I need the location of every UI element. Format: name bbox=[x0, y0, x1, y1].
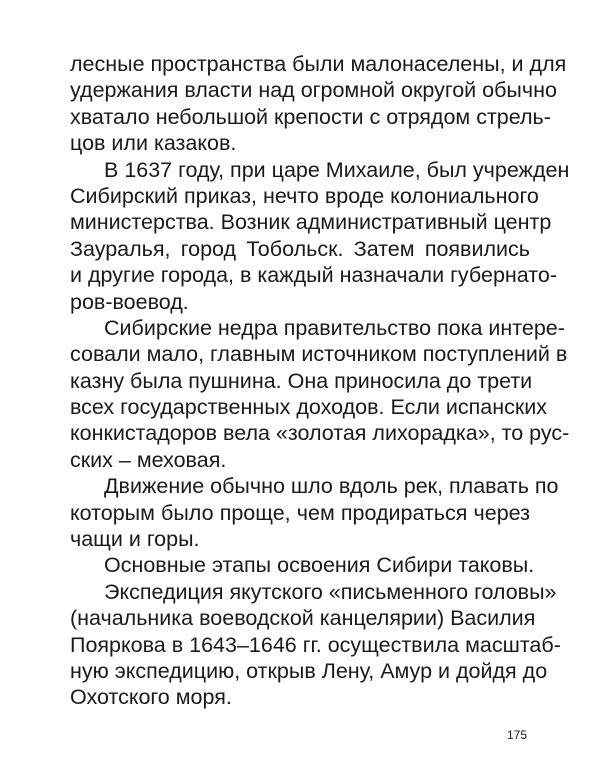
paragraph-3 bbox=[70, 315, 570, 473]
body-text bbox=[70, 51, 570, 711]
paragraph-4 bbox=[70, 473, 559, 552]
text-line: удержания власти над огромной округой обычно bbox=[70, 78, 557, 103]
text-line: ную экспедицию, открыв Лену, Амур и дойдя до bbox=[70, 658, 548, 683]
text-line: цов или казаков. bbox=[70, 131, 237, 156]
text-line: Основные этапы освоения Сибири таковы. bbox=[104, 553, 535, 578]
text-line: казну была пушнина. Она приносила до трети bbox=[70, 368, 533, 393]
paragraph-5 bbox=[70, 552, 535, 578]
text-line: Охотского моря. bbox=[70, 685, 232, 710]
text-line: лесные пространства были малонаселены, и для bbox=[70, 52, 567, 76]
text-line: всех государственных доходов. Если испанских bbox=[70, 395, 548, 420]
text-line: которым было проще, чем продираться через bbox=[70, 500, 530, 525]
text-line: В 1637 году, при царе Михаиле, был учрежден bbox=[104, 157, 570, 182]
text-line: министерства. Возник административный центр bbox=[70, 210, 552, 235]
page-number: 175 bbox=[506, 728, 527, 742]
text-line: Сибирский приказ, нечто вроде колониального bbox=[70, 183, 539, 208]
text-line: Экспедиция якутского «письменного головы» bbox=[104, 579, 557, 604]
text-line: Движение обычно шло вдоль рек, плавать по bbox=[104, 474, 559, 499]
paragraph-6 bbox=[70, 579, 561, 711]
text-line: (начальника воеводской канцелярии) Василия bbox=[70, 606, 536, 631]
text-line: хватало небольшой крепости с отрядом стрель- bbox=[70, 104, 551, 129]
text-line: конкистадоров вела «золотая лихорадка», то рус- bbox=[70, 421, 570, 446]
text-line: ров-воевод. bbox=[70, 289, 189, 314]
paragraph-2 bbox=[70, 157, 570, 315]
text-line: совали мало, главным источником поступлений в bbox=[70, 342, 568, 367]
text-line: Сибирские недра правительство пока интере- bbox=[104, 315, 565, 340]
paragraph-1 bbox=[70, 51, 567, 157]
text-line: и другие города, в каждый назначали губернато- bbox=[70, 263, 557, 288]
text-line: ских – меховая. bbox=[70, 447, 227, 472]
text-line: Зауралья, город Тобольск. Затем появились bbox=[70, 236, 530, 261]
text-line: Пояркова в 1643–1646 гг. осуществила масштаб- bbox=[70, 632, 561, 657]
text-line: чащи и горы. bbox=[70, 527, 200, 552]
